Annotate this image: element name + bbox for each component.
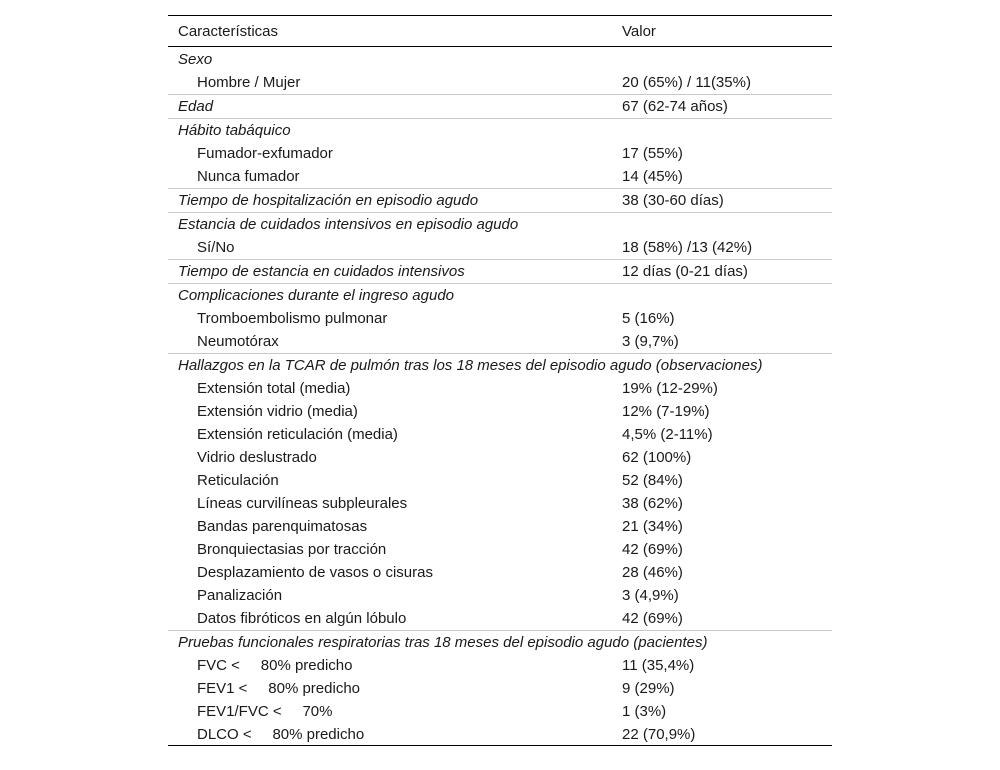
header-characteristics: Características — [178, 22, 279, 40]
table-row — [168, 723, 832, 746]
row-label: Neumotórax — [197, 333, 279, 350]
row-label: FEV1/FVC < 70% — [197, 703, 333, 720]
row-value: 11 (35,4%) — [622, 657, 695, 674]
row-label: FVC < 80% predicho — [197, 657, 353, 674]
header-value: Valor — [622, 22, 656, 40]
table-row — [168, 307, 832, 330]
row-value: 17 (55%) — [622, 145, 683, 162]
row-label: Tromboembolismo pulmonar — [197, 310, 388, 327]
table-body — [168, 47, 832, 746]
table-row — [168, 538, 832, 561]
row-label: FEV1 < 80% predicho — [197, 680, 361, 697]
table-row — [168, 212, 832, 236]
row-label: Tiempo de hospitalización en episodio agudo — [178, 192, 479, 209]
row-value: 42 (69%) — [622, 610, 683, 627]
row-label: Pruebas funcionales respiratorias tras 18 meses del episodio agudo (pacientes) — [178, 634, 708, 651]
row-value: 12 días (0-21 días) — [622, 263, 748, 280]
row-label: Estancia de cuidados intensivos en episodio agudo — [178, 216, 519, 233]
table-row — [168, 515, 832, 538]
table-row — [168, 142, 832, 165]
row-label: Hallazgos en la TCAR de pulmón tras los 18 meses del episodio agudo (observaciones) — [178, 357, 763, 374]
row-value: 52 (84%) — [622, 472, 683, 489]
row-label: Desplazamiento de vasos o cisuras — [197, 564, 433, 581]
table-row — [168, 330, 832, 353]
table-row — [168, 236, 832, 259]
table-row — [168, 118, 832, 142]
row-value: 38 (30-60 días) — [622, 192, 724, 209]
row-label: Panalización — [197, 587, 283, 604]
table-row — [168, 677, 832, 700]
table-row — [168, 165, 832, 188]
table-header — [168, 15, 832, 47]
table-row — [168, 47, 832, 71]
row-label: Edad — [178, 98, 214, 115]
row-value: 62 (100%) — [622, 449, 692, 466]
row-value: 28 (46%) — [622, 564, 683, 581]
table-row — [168, 423, 832, 446]
row-label: Datos fibróticos en algún lóbulo — [197, 610, 407, 627]
table-row — [168, 259, 832, 283]
row-value: 4,5% (2-11%) — [622, 426, 713, 443]
table-row — [168, 607, 832, 630]
row-label: Nunca fumador — [197, 168, 300, 185]
row-label: Tiempo de estancia en cuidados intensivos — [178, 263, 465, 280]
row-label: Bronquiectasias por tracción — [197, 541, 387, 558]
table-row — [168, 584, 832, 607]
table-row — [168, 492, 832, 515]
row-label: Reticulación — [197, 472, 279, 489]
row-label: Sexo — [178, 50, 213, 68]
row-label: Extensión vidrio (media) — [197, 403, 358, 420]
row-label: Fumador-exfumador — [197, 145, 333, 162]
row-label: Vidrio deslustrado — [197, 449, 317, 466]
table-row — [168, 400, 832, 423]
row-value: 22 (70,9%) — [622, 725, 696, 743]
row-value: 21 (34%) — [622, 518, 683, 535]
row-label: Extensión reticulación (media) — [197, 426, 398, 443]
row-label: Sí/No — [197, 239, 235, 256]
row-value: 19% (12-29%) — [622, 380, 718, 397]
row-label: Bandas parenquimatosas — [197, 518, 368, 535]
table-row — [168, 700, 832, 723]
row-value: 20 (65%) / 11(35%) — [622, 74, 751, 91]
table-row — [168, 94, 832, 118]
table-row — [168, 654, 832, 677]
table-row — [168, 469, 832, 492]
row-label: DLCO < 80% predicho — [197, 725, 365, 743]
table-row — [168, 377, 832, 400]
row-value: 38 (62%) — [622, 495, 683, 512]
row-value: 14 (45%) — [622, 168, 683, 185]
table-row — [168, 188, 832, 212]
row-label: Hombre / Mujer — [197, 74, 301, 91]
table-row — [168, 561, 832, 584]
row-label: Líneas curvilíneas subpleurales — [197, 495, 408, 512]
row-value: 18 (58%) /13 (42%) — [622, 239, 753, 256]
characteristics-table — [168, 15, 832, 746]
row-value: 1 (3%) — [622, 703, 667, 720]
table-row — [168, 446, 832, 469]
table-row — [168, 283, 832, 307]
row-value: 3 (4,9%) — [622, 587, 679, 604]
row-value: 42 (69%) — [622, 541, 683, 558]
row-label: Hábito tabáquico — [178, 122, 291, 139]
row-value: 3 (9,7%) — [622, 333, 679, 350]
row-value: 67 (62-74 años) — [622, 98, 728, 115]
row-value: 12% (7-19%) — [622, 403, 710, 420]
table-row — [168, 353, 832, 377]
table-row — [168, 630, 832, 654]
row-value: 5 (16%) — [622, 310, 675, 327]
row-label: Complicaciones durante el ingreso agudo — [178, 287, 455, 304]
table-row — [168, 71, 832, 94]
row-label: Extensión total (media) — [197, 380, 351, 397]
row-value: 9 (29%) — [622, 680, 675, 697]
